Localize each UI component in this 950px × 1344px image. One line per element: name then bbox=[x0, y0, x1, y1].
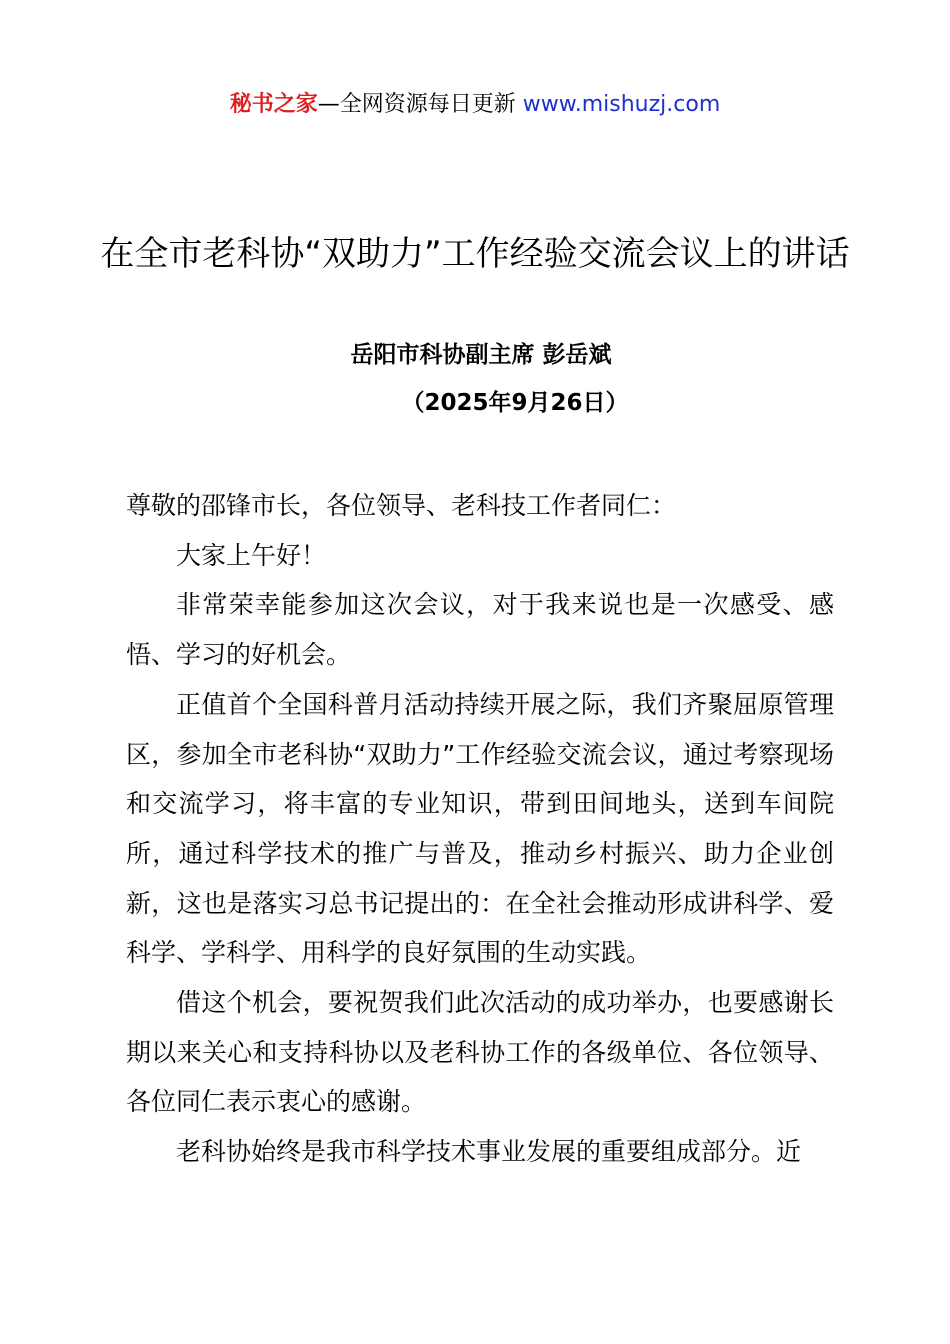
document-body bbox=[126, 481, 834, 1177]
document-date: （2025年9月26日） bbox=[401, 390, 629, 416]
paragraph-greeting: 大家上午好！ bbox=[176, 540, 327, 570]
site-url-link[interactable]: www.mishuzj.com bbox=[522, 92, 721, 117]
paragraph: 老科协始终是我市科学技术事业发展的重要组成部分。近 bbox=[176, 1137, 802, 1167]
site-header bbox=[0, 88, 950, 122]
document-author: 岳阳市科协副主席 彭岳斌 bbox=[350, 342, 612, 368]
brand-name: 秘书之家 bbox=[229, 92, 318, 117]
paragraph: 正值首个全国科普月活动持续开展之际，我们齐聚屈原管理区，参加全市老科协“双助力”工作经验交流会议，通过考察现场和交流学习，将丰富的专业知识，带到田间地头，送到车间院所，通过科学技术的推广与普及，推动乡村振兴、助力企业创新，这也是落实习总书记提出的：在全社会推动形成讲科学、爱科学、学科学、用科学的良好氛围的生动实践。 bbox=[126, 689, 834, 968]
document-title: 在全市老科协“双助力”工作经验交流会议上的讲话 bbox=[100, 234, 850, 274]
paragraph: 非常荣幸能参加这次会议，对于我来说也是一次感受、感悟、学习的好机会。 bbox=[126, 590, 834, 670]
salutation: 尊敬的邵锋市长，各位领导、老科技工作者同仁： bbox=[126, 491, 677, 520]
paragraph: 借这个机会，要祝贺我们此次活动的成功举办，也要感谢长期以来关心和支持科协以及老科协工作的各级单位、各位领导、各位同仁表示衷心的感谢。 bbox=[126, 988, 834, 1117]
header-slogan: —全网资源每日更新 bbox=[317, 92, 516, 117]
